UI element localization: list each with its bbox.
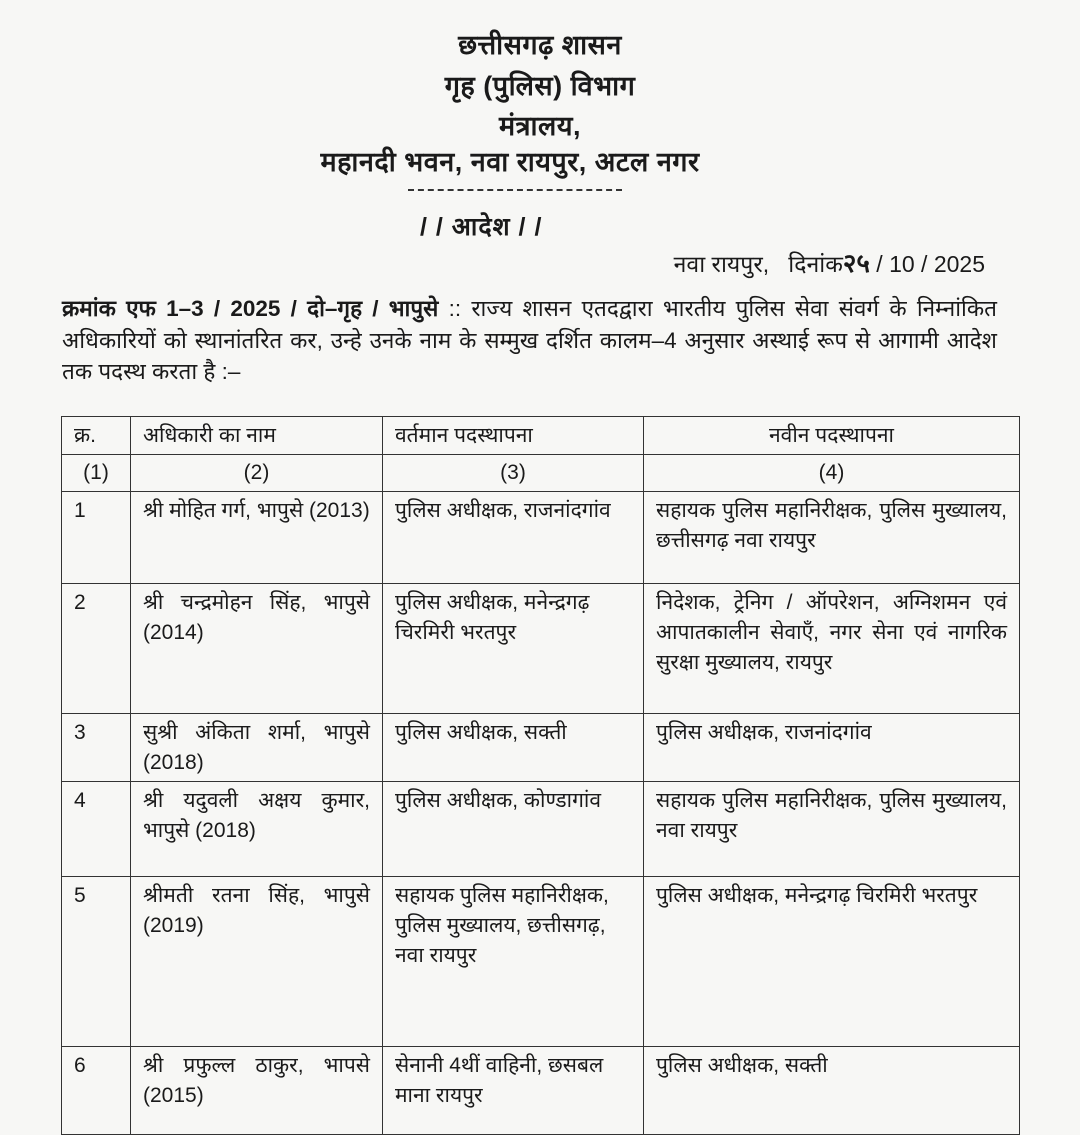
letterhead-divider xyxy=(408,189,622,191)
table-header-row xyxy=(62,417,1020,455)
current-posting: पुलिस अधीक्षक, राजनांदगांव xyxy=(383,492,644,584)
header-officer-name: अधिकारी का नाम xyxy=(131,417,383,455)
current-posting: पुलिस अधीक्षक, मनेन्द्रगढ़ चिरमिरी भरतपुर xyxy=(383,584,644,714)
header-current-posting: वर्तमान पदस्थापना xyxy=(383,417,644,455)
date-month-year: / 10 / 2025 xyxy=(876,251,985,277)
officer-name: श्री यदुवली अक्षय कुमार, भापुसे (2018) xyxy=(131,782,383,877)
order-place: नवा रायपुर, xyxy=(673,251,770,277)
table-row xyxy=(62,492,1020,584)
letterhead-government: छत्तीसगढ़ शासन xyxy=(458,30,622,60)
new-posting: निदेशक, ट्रेनिग / ऑपरेशन, अग्निशमन एवं आपातकालीन सेवाऍं, नगर सेना एवं नागरिक सुरक्षा मुख्यालय, रायपुर xyxy=(644,584,1020,714)
current-posting: सेनानी 4थीं वाहिनी, छसबल माना रायपुर xyxy=(383,1047,644,1135)
current-posting: पुलिस अधीक्षक, सक्ती xyxy=(383,714,644,782)
new-posting: सहायक पुलिस महानिरीक्षक, पुलिस मुख्यालय, छत्तीसगढ़ नवा रायपुर xyxy=(644,492,1020,584)
table-row xyxy=(62,877,1020,1047)
current-posting: पुलिस अधीक्षक, कोण्डागांव xyxy=(383,782,644,877)
header-new-posting: नवीन पदस्थापना xyxy=(644,417,1020,455)
table-row xyxy=(62,1047,1020,1135)
letterhead-address: महानदी भवन, नवा रायपुर, अटल नगर xyxy=(320,147,700,177)
date-day: २५ xyxy=(842,248,870,278)
date-label: दिनांक xyxy=(788,251,843,277)
order-title: / / आदेश / / xyxy=(420,213,543,241)
officer-name: श्री मोहित गर्ग, भापुसे (2013) xyxy=(131,492,383,584)
officer-name: श्री प्रफुल्ल ठाकुर, भापसे (2015) xyxy=(131,1047,383,1135)
serial-number: 6 xyxy=(62,1047,131,1135)
new-posting: पुलिस अधीक्षक, मनेन्द्रगढ़ चिरमिरी भरतपुर xyxy=(644,877,1020,1047)
officer-name: सुश्री अंकिता शर्मा, भापुसे (2018) xyxy=(131,714,383,782)
order-date-line xyxy=(674,244,985,280)
table-row xyxy=(62,584,1020,714)
serial-number: 5 xyxy=(62,877,131,1047)
column-number: (2) xyxy=(131,455,383,492)
letterhead-ministry: मंत्रालय, xyxy=(498,111,581,141)
column-number: (1) xyxy=(62,455,131,492)
new-posting: सहायक पुलिस महानिरीक्षक, पुलिस मुख्यालय, नवा रायपुर xyxy=(644,782,1020,877)
serial-number: 2 xyxy=(62,584,131,714)
order-text: :: राज्य शासन एतदद्वारा भारतीय पुलिस सेवा संवर्ग के निम्नांकित अधिकारियों को स्थानांतरित कर, उन्हे उनके नाम के सम्मुख दर्शित कालम–4 अनुसार अस्थाई रूप से आगामी आदेश तक पदस्थ करता है :– xyxy=(62,296,997,384)
order-reference: क्रमांक एफ 1–3 / 2025 / दो–गृह / भापुसे xyxy=(62,296,439,321)
new-posting: पुलिस अधीक्षक, राजनांदगांव xyxy=(644,714,1020,782)
serial-number: 4 xyxy=(62,782,131,877)
serial-number: 3 xyxy=(62,714,131,782)
current-posting: सहायक पुलिस महानिरीक्षक, पुलिस मुख्यालय, छत्तीसगढ़, नवा रायपुर xyxy=(383,877,644,1047)
table-row xyxy=(62,782,1020,877)
serial-number: 1 xyxy=(62,492,131,584)
new-posting: पुलिस अधीक्षक, सक्ती xyxy=(644,1047,1020,1135)
table-row xyxy=(62,714,1020,782)
column-number: (3) xyxy=(383,455,644,492)
officer-name: श्रीमती रतना सिंह, भापुसे (2019) xyxy=(131,877,383,1047)
transfer-table xyxy=(61,416,1020,1135)
officer-name: श्री चन्द्रमोहन सिंह, भापुसे (2014) xyxy=(131,584,383,714)
letterhead-department: गृह (पुलिस) विभाग xyxy=(444,71,636,101)
table-column-number-row xyxy=(62,455,1020,492)
column-number: (4) xyxy=(644,455,1020,492)
header-serial: क्र. xyxy=(62,417,131,455)
order-body xyxy=(62,293,997,388)
